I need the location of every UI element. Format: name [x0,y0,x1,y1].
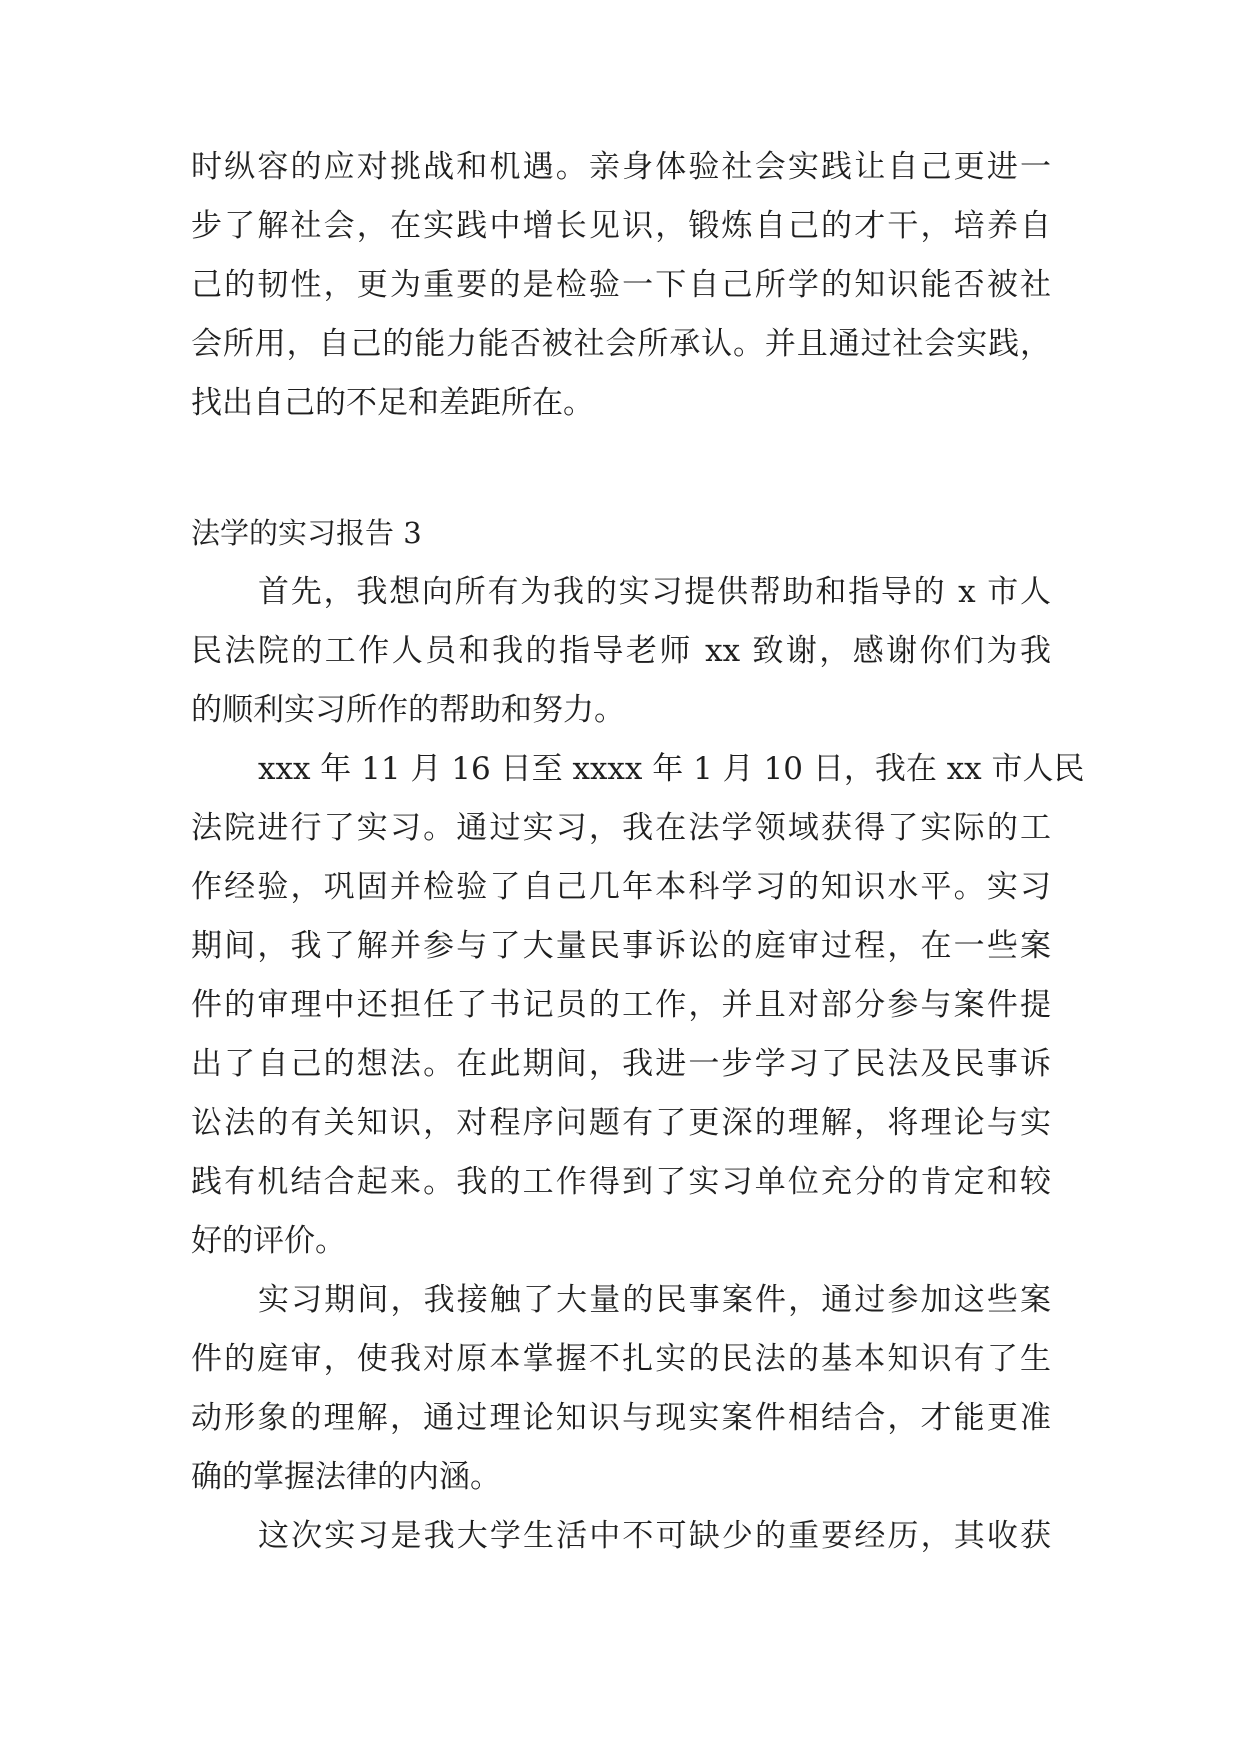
paragraph-1-line-2: 步了解社会，在实践中增长见识，锻炼自己的才干，培养自 [191,208,1051,244]
paragraph-2-line-3: 的顺利实习所作的帮助和努力。 [191,692,625,728]
paragraph-3-line-3: 作经验，巩固并检验了自己几年本科学习的知识水平。实习 [191,869,1051,905]
paragraph-5-line-1: 这次实习是我大学生活中不可缺少的重要经历，其收获 [258,1518,1051,1554]
paragraph-3-line-2: 法院进行了实习。通过实习，我在法学领域获得了实际的工 [191,810,1051,846]
paragraph-1-line-1: 时纵容的应对挑战和机遇。亲身体验社会实践让自己更进一 [191,149,1051,185]
paragraph-3-line-9: 好的评价。 [191,1223,346,1259]
paragraph-3-line-7: 讼法的有关知识，对程序问题有了更深的理解，将理论与实 [191,1105,1051,1141]
paragraph-3-line-4: 期间，我了解并参与了大量民事诉讼的庭审过程，在一些案 [191,928,1051,964]
paragraph-3-line-5: 件的审理中还担任了书记员的工作，并且对部分参与案件提 [191,987,1051,1023]
paragraph-4-line-2: 件的庭审，使我对原本掌握不扎实的民法的基本知识有了生 [191,1341,1051,1377]
paragraph-2-line-2: 民法院的工作人员和我的指导老师 xx 致谢，感谢你们为我 [191,633,1051,669]
paragraph-4-line-3: 动形象的理解，通过理论知识与现实案件相结合，才能更准 [191,1400,1051,1436]
paragraph-1-line-3: 己的韧性，更为重要的是检验一下自己所学的知识能否被社 [191,267,1051,303]
paragraph-1-line-5: 找出自己的不足和差距所在。 [191,385,594,421]
paragraph-3-line-8: 践有机结合起来。我的工作得到了实习单位充分的肯定和较 [191,1164,1051,1200]
paragraph-4-line-4: 确的掌握法律的内涵。 [191,1459,501,1495]
paragraph-2-line-1: 首先，我想向所有为我的实习提供帮助和指导的 x 市人 [258,574,1051,610]
paragraph-3-line-1: xxx 年 11 月 16 日至 xxxx 年 1 月 10 日，我在 xx 市人民 [258,751,1085,787]
paragraph-4-line-1: 实习期间，我接触了大量的民事案件，通过参加这些案 [258,1282,1051,1318]
section-title: 法学的实习报告 3 [191,516,422,550]
paragraph-1-line-4: 会所用，自己的能力能否被社会所承认。并且通过社会实践， [191,326,1051,362]
paragraph-3-line-6: 出了自己的想法。在此期间，我进一步学习了民法及民事诉 [191,1046,1051,1082]
